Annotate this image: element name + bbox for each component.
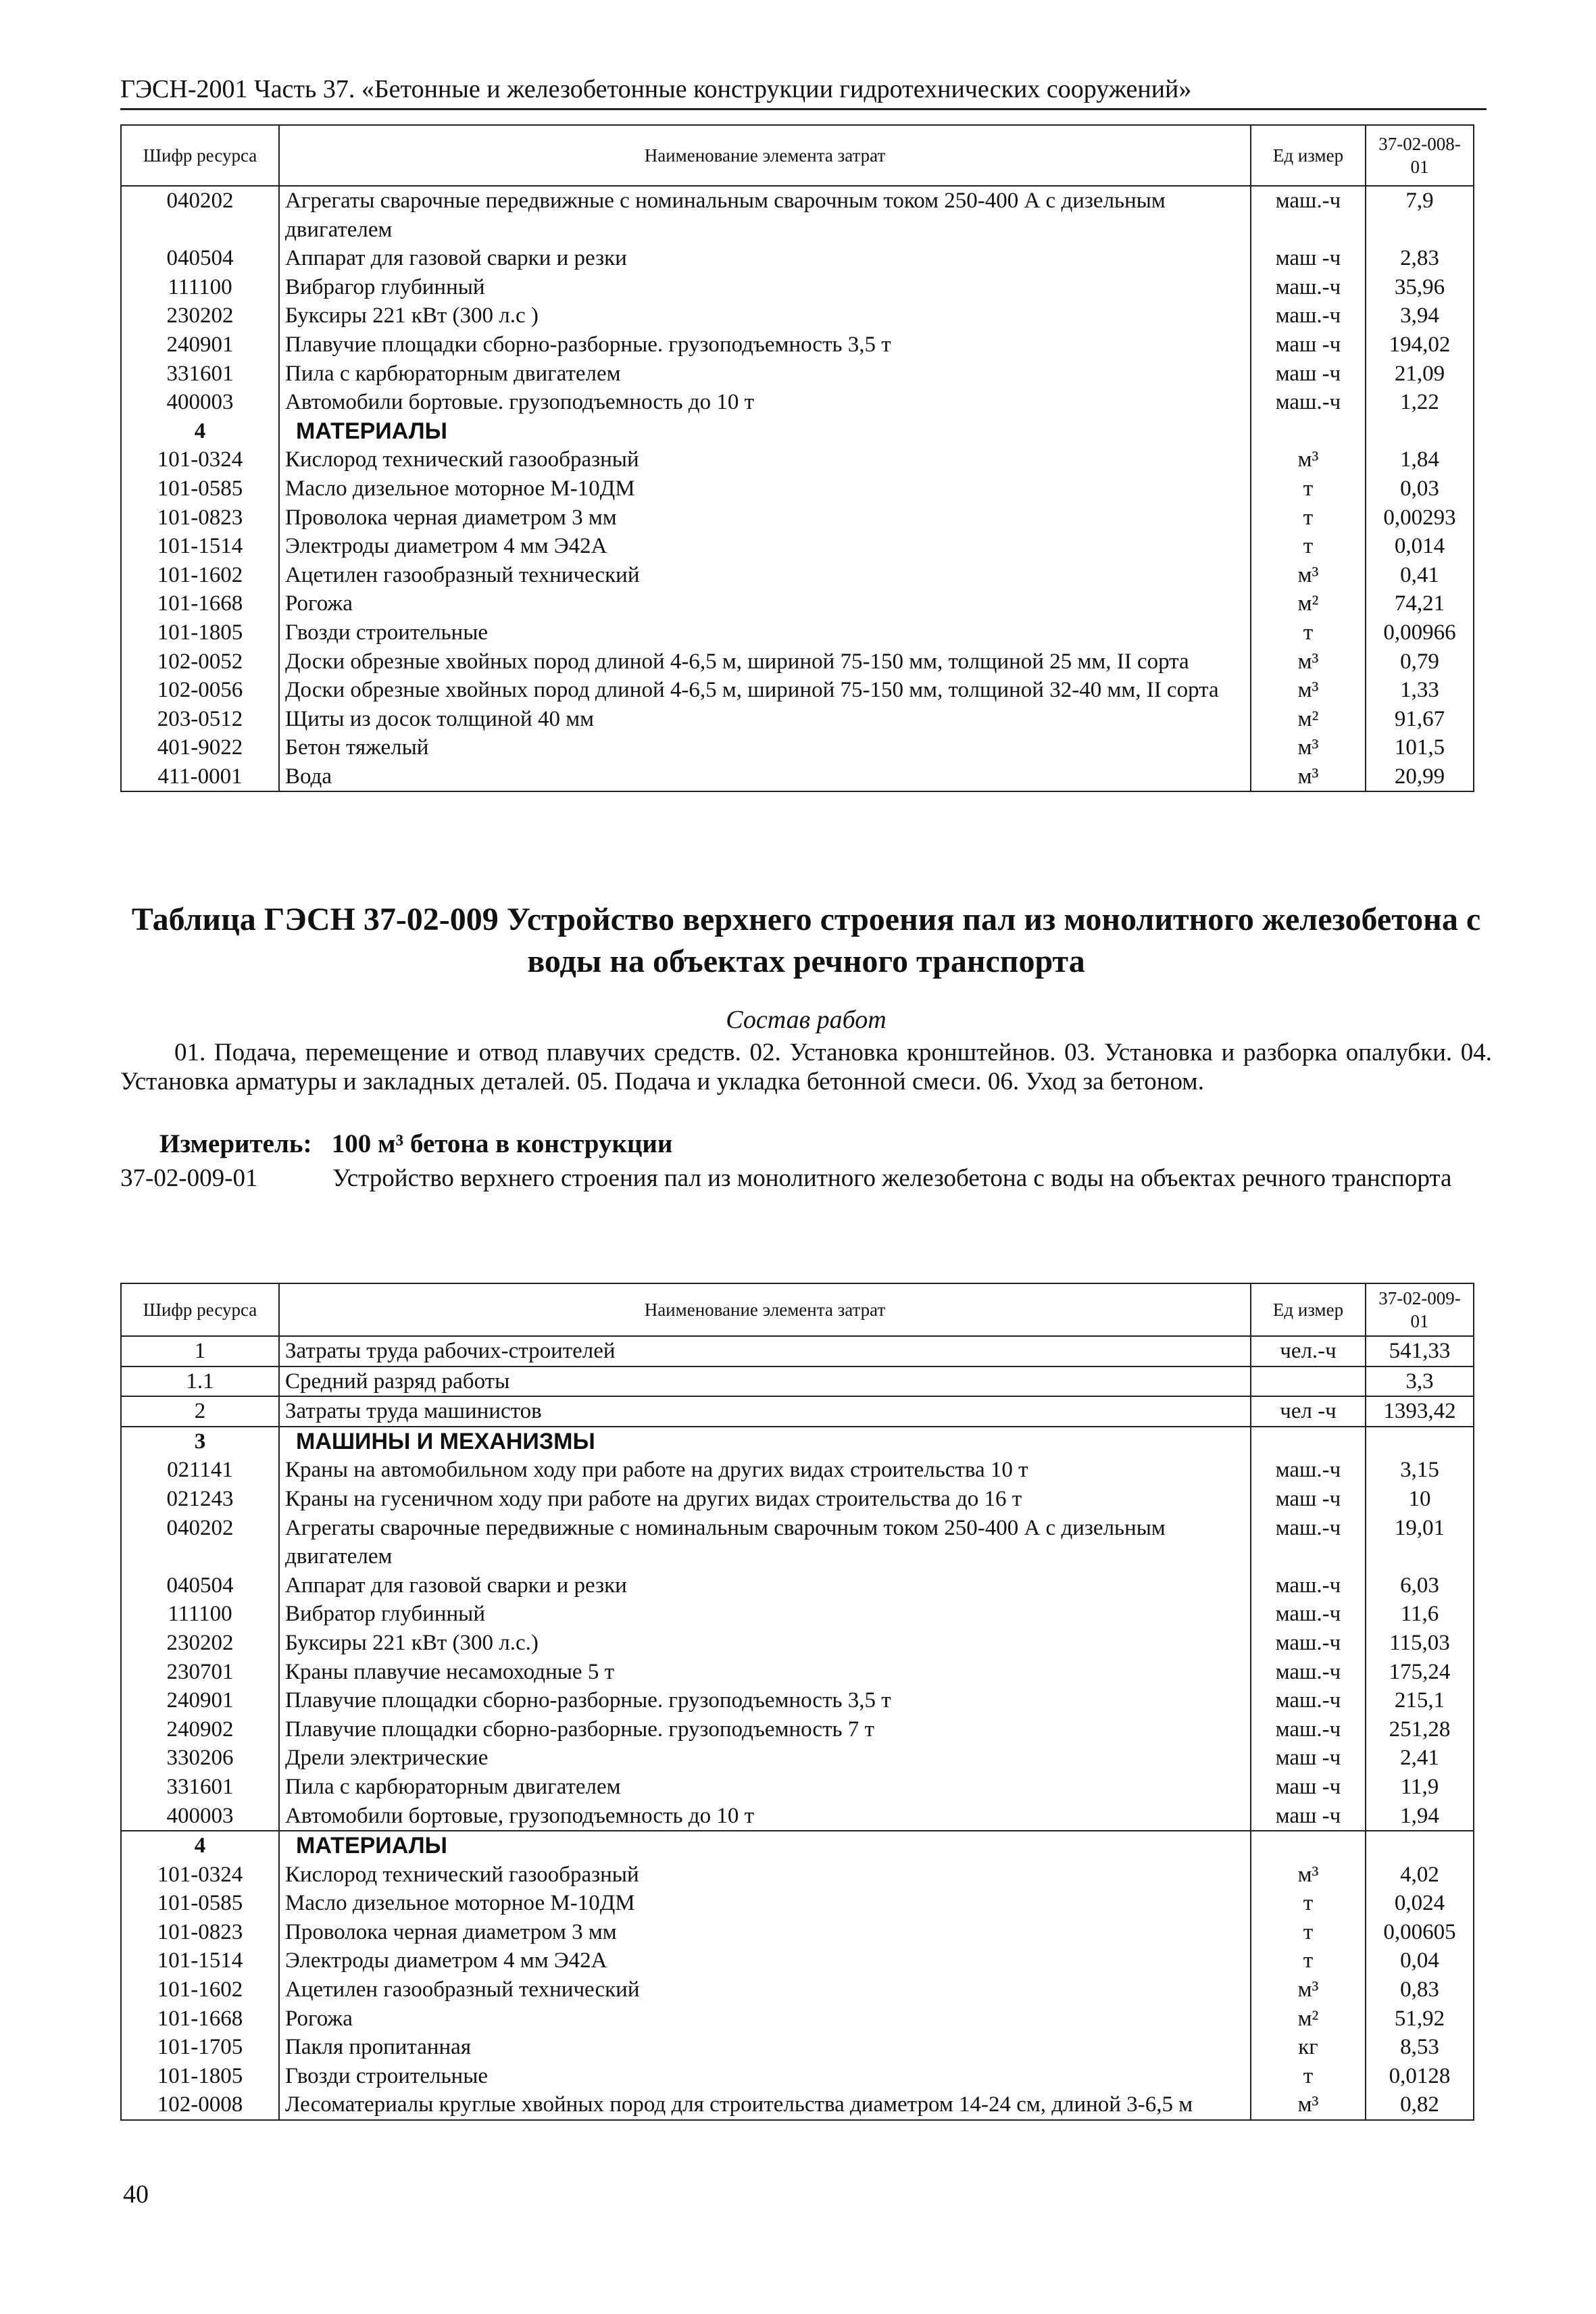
table-row	[121, 1773, 1474, 1802]
unit-cell: м²	[1251, 2004, 1366, 2034]
unit-cell: маш.-ч	[1251, 1629, 1366, 1658]
unit-cell: т	[1251, 503, 1366, 533]
norm-value-cell: 215,1	[1366, 1686, 1474, 1715]
cost-element-cell: Затраты труда машинистов	[279, 1396, 1251, 1427]
table-row	[121, 2090, 1474, 2120]
header-norm-code: 37-02-009-01	[1366, 1283, 1474, 1336]
resource-code-cell: 2	[121, 1396, 279, 1427]
resource-code-cell: 1.1	[121, 1367, 279, 1397]
header-resource-code: Шифр ресурса	[121, 1283, 279, 1336]
norm-value-cell: 74,21	[1366, 589, 1474, 618]
unit-cell: т	[1251, 2062, 1366, 2091]
norm-value-cell	[1366, 417, 1474, 446]
resource-code-cell: 331601	[121, 1773, 279, 1802]
norm-value-cell: 1,33	[1366, 676, 1474, 705]
unit-cell: м³	[1251, 733, 1366, 762]
cost-element-cell: Автомобили бортовые. грузоподъемность до 10 т	[279, 388, 1251, 417]
resource-code-cell: 330206	[121, 1744, 279, 1773]
table-row	[121, 647, 1474, 676]
work-composition-heading: Состав работ	[726, 1006, 887, 1034]
unit-cell: маш.-ч	[1251, 1715, 1366, 1744]
cost-element-cell: Затраты труда рабочих-строителей	[279, 1336, 1251, 1367]
unit-cell	[1251, 1831, 1366, 1861]
cost-element-cell: МАТЕРИАЛЫ	[279, 417, 1251, 446]
header-unit: Ед измер	[1251, 125, 1366, 186]
meter-value: 100 м³ бетона в конструкции	[331, 1129, 673, 1158]
norm-value-cell: 7,9	[1366, 186, 1474, 244]
cost-element-cell: Плавучие площадки сборно-разборные. грузоподъемность 7 т	[279, 1715, 1251, 1744]
resource-code-cell: 101-1514	[121, 532, 279, 561]
unit-cell	[1251, 417, 1366, 446]
norm-value-cell: 10	[1366, 1485, 1474, 1514]
norm-value-cell: 6,03	[1366, 1571, 1474, 1600]
norm-value-cell: 1,84	[1366, 445, 1474, 474]
resource-code-cell: 203-0512	[121, 705, 279, 734]
table-row	[121, 1946, 1474, 1975]
norm-value-cell: 251,28	[1366, 1715, 1474, 1744]
resource-code-cell: 401-9022	[121, 733, 279, 762]
norm-value-cell: 21,09	[1366, 360, 1474, 389]
resource-code-cell: 101-1805	[121, 2062, 279, 2091]
norm-value-cell: 0,00966	[1366, 618, 1474, 647]
norm-value-cell: 0,014	[1366, 532, 1474, 561]
table-row	[121, 1715, 1474, 1744]
unit-cell: м³	[1251, 561, 1366, 590]
header-norm-code: 37-02-008-01	[1366, 125, 1474, 186]
resource-code-cell: 331601	[121, 360, 279, 389]
header-unit: Ед измер	[1251, 1283, 1366, 1336]
norm-value-cell: 51,92	[1366, 2004, 1474, 2034]
cost-element-cell: Электроды диаметром 4 мм Э42А	[279, 532, 1251, 561]
unit-cell: маш.-ч	[1251, 1571, 1366, 1600]
cost-element-cell: Дрели электрические	[279, 1744, 1251, 1773]
unit-cell	[1251, 1427, 1366, 1456]
norm-value-cell: 0,024	[1366, 1889, 1474, 1918]
cost-element-cell: Проволока черная диаметром 3 мм	[279, 1918, 1251, 1947]
table-row	[121, 1658, 1474, 1687]
table-row	[121, 1975, 1474, 2004]
resource-code-cell: 3	[121, 1427, 279, 1456]
table-row	[121, 1600, 1474, 1629]
resource-code-cell: 040202	[121, 1514, 279, 1571]
resource-code-cell: 111100	[121, 1600, 279, 1629]
cost-element-cell: Плавучие площадки сборно-разборные. грузоподъемность 3,5 т	[279, 330, 1251, 360]
table-row	[121, 273, 1474, 302]
table-row	[121, 618, 1474, 647]
unit-cell	[1251, 1367, 1366, 1397]
table-row	[121, 1514, 1474, 1571]
unit-cell: м³	[1251, 445, 1366, 474]
cost-element-cell: Агрегаты сварочные передвижные с номинальным сварочным током 250-400 А с дизельным двигателем	[279, 186, 1251, 244]
table-row	[121, 1485, 1474, 1514]
page-number: 40	[123, 2180, 149, 2209]
table-row	[121, 762, 1474, 792]
cost-element-cell: Вибратор глубинный	[279, 1600, 1251, 1629]
cost-element-cell: Гвозди строительные	[279, 618, 1251, 647]
unit-cell: маш.-ч	[1251, 388, 1366, 417]
unit-cell: маш.-ч	[1251, 301, 1366, 330]
unit-cell: т	[1251, 1918, 1366, 1947]
cost-element-cell: Рогожа	[279, 589, 1251, 618]
cost-element-cell: Вибрагор глубинный	[279, 273, 1251, 302]
table-row	[121, 2062, 1474, 2091]
cost-element-cell: Проволока черная диаметром 3 мм	[279, 503, 1251, 533]
resource-code-cell: 101-1668	[121, 2004, 279, 2034]
table-header-row	[121, 1283, 1474, 1336]
unit-cell: м²	[1251, 589, 1366, 618]
resource-code-cell: 102-0056	[121, 676, 279, 705]
norm-value-cell: 175,24	[1366, 1658, 1474, 1687]
meter-label: Измеритель:	[159, 1129, 312, 1158]
resource-code-cell: 040504	[121, 244, 279, 273]
resource-code-cell: 230202	[121, 301, 279, 330]
cost-element-cell: Краны на автомобильном ходу при работе на других видах строительства 10 т	[279, 1456, 1251, 1485]
table-row	[121, 1396, 1474, 1427]
unit-cell: маш -ч	[1251, 1773, 1366, 1802]
resource-code-cell: 101-1514	[121, 1946, 279, 1975]
resource-code-cell: 111100	[121, 273, 279, 302]
table-row	[121, 330, 1474, 360]
norm-value-cell: 1393,42	[1366, 1396, 1474, 1427]
table-row	[121, 1802, 1474, 1831]
cost-element-cell: Доски обрезные хвойных пород длиной 4-6,5 м, шириной 75-150 мм, толщиной 25 мм, II сорта	[279, 647, 1251, 676]
table-row	[121, 244, 1474, 273]
norm-code: 37-02-009-01	[120, 1164, 258, 1192]
resource-code-cell: 021243	[121, 1485, 279, 1514]
norm-value-cell: 0,0128	[1366, 2062, 1474, 2091]
table-row	[121, 1629, 1474, 1658]
norm-value-cell: 20,99	[1366, 762, 1474, 792]
norm-value-cell: 35,96	[1366, 273, 1474, 302]
table-row	[121, 301, 1474, 330]
unit-cell: маш -ч	[1251, 1744, 1366, 1773]
resource-code-cell: 102-0052	[121, 647, 279, 676]
resource-code-cell: 240902	[121, 1715, 279, 1744]
cost-element-cell: Буксиры 221 кВт (300 л.с.)	[279, 1629, 1251, 1658]
resource-code-cell: 101-1668	[121, 589, 279, 618]
norm-value-cell: 0,41	[1366, 561, 1474, 590]
unit-cell: т	[1251, 1889, 1366, 1918]
cost-element-cell: Масло дизельное моторное М-10ДМ	[279, 474, 1251, 503]
norm-value-cell: 91,67	[1366, 705, 1474, 734]
cost-element-cell: Пила с карбюраторным двигателем	[279, 1773, 1251, 1802]
resource-table-008	[120, 124, 1474, 792]
unit-cell: маш -ч	[1251, 1485, 1366, 1514]
resource-code-cell: 101-0324	[121, 1861, 279, 1890]
meter-line	[159, 1129, 672, 1160]
norm-value-cell: 0,00605	[1366, 1918, 1474, 1947]
resource-table-009	[120, 1283, 1474, 2121]
unit-cell: кг	[1251, 2033, 1366, 2062]
table-row	[121, 360, 1474, 389]
unit-cell: м³	[1251, 762, 1366, 792]
resource-code-cell: 101-1805	[121, 618, 279, 647]
table-row	[121, 388, 1474, 417]
unit-cell: т	[1251, 1946, 1366, 1975]
header-cost-element: Наименование элемента затрат	[279, 125, 1251, 186]
norm-value-cell: 2,41	[1366, 1744, 1474, 1773]
norm-value-cell: 0,82	[1366, 2090, 1474, 2120]
cost-element-cell: Агрегаты сварочные передвижные с номинальным сварочным током 250-400 А с дизельным двигателем	[279, 1514, 1251, 1571]
norm-value-cell: 19,01	[1366, 1514, 1474, 1571]
running-header: ГЭСН-2001 Часть 37. «Бетонные и железобетонные конструкции гидротехнических сооружений»	[120, 73, 1487, 110]
work-composition-text: 01. Подача, перемещение и отвод плавучих средств. 02. Установка кронштейнов. 03. Установка и разборка опалубки. 04. Установка арматуры и закладных деталей. 05. Подача и укладка бетонной смеси. 06. Уход за бетоном.	[120, 1039, 1492, 1096]
table-row	[121, 1918, 1474, 1947]
unit-cell: м³	[1251, 2090, 1366, 2120]
resource-code-cell: 101-0823	[121, 503, 279, 533]
resource-code-cell: 101-0585	[121, 474, 279, 503]
cost-element-cell: Электроды диаметром 4 мм Э42А	[279, 1946, 1251, 1975]
resource-code-cell: 101-1705	[121, 2033, 279, 2062]
cost-element-cell: Плавучие площадки сборно-разборные. грузоподъемность 3,5 т	[279, 1686, 1251, 1715]
cost-element-cell: Краны на гусеничном ходу при работе на других видах строительства до 16 т	[279, 1485, 1251, 1514]
unit-cell: маш.-ч	[1251, 1456, 1366, 1485]
unit-cell: т	[1251, 618, 1366, 647]
norm-value-cell: 0,00293	[1366, 503, 1474, 533]
norm-value-cell: 3,15	[1366, 1456, 1474, 1485]
unit-cell: маш -ч	[1251, 1802, 1366, 1831]
resource-code-cell: 240901	[121, 1686, 279, 1715]
unit-cell: маш.-ч	[1251, 1686, 1366, 1715]
cost-element-cell: Гвозди строительные	[279, 2062, 1251, 2091]
unit-cell: маш.-ч	[1251, 273, 1366, 302]
resource-code-cell: 240901	[121, 330, 279, 360]
unit-cell: чел.-ч	[1251, 1336, 1366, 1367]
table-row	[121, 1889, 1474, 1918]
table-row	[121, 186, 1474, 244]
table-row	[121, 503, 1474, 533]
cost-element-cell: Бетон тяжелый	[279, 733, 1251, 762]
unit-cell: маш.-ч	[1251, 186, 1366, 244]
table-row	[121, 1456, 1474, 1485]
cost-element-cell: Вода	[279, 762, 1251, 792]
table-row	[121, 1861, 1474, 1890]
unit-cell: маш.-ч	[1251, 1600, 1366, 1629]
norm-value-cell: 0,03	[1366, 474, 1474, 503]
resource-code-cell: 101-0823	[121, 1918, 279, 1947]
table-row	[121, 1744, 1474, 1773]
norm-value-cell: 11,9	[1366, 1773, 1474, 1802]
resource-code-cell: 400003	[121, 388, 279, 417]
unit-cell: м³	[1251, 647, 1366, 676]
norm-description: Устройство верхнего строения пал из монолитного железобетона с воды на объектах речного транспорта	[332, 1164, 1452, 1192]
cost-element-cell: Ацетилен газообразный технический	[279, 561, 1251, 590]
table-row	[121, 2033, 1474, 2062]
table-row	[121, 676, 1474, 705]
section-row	[121, 417, 1474, 446]
resource-code-cell: 230701	[121, 1658, 279, 1687]
resource-code-cell: 021141	[121, 1456, 279, 1485]
resource-code-cell: 101-0324	[121, 445, 279, 474]
norm-value-cell: 11,6	[1366, 1600, 1474, 1629]
resource-code-cell: 101-0585	[121, 1889, 279, 1918]
norm-value-cell: 8,53	[1366, 2033, 1474, 2062]
resource-code-cell: 4	[121, 417, 279, 446]
cost-element-cell: Буксиры 221 кВт (300 л.с )	[279, 301, 1251, 330]
resource-code-cell: 040504	[121, 1571, 279, 1600]
table-row	[121, 1571, 1474, 1600]
table-row	[121, 445, 1474, 474]
cost-element-cell: Щиты из досок толщиной 40 мм	[279, 705, 1251, 734]
cost-element-cell: Ацетилен газообразный технический	[279, 1975, 1251, 2004]
cost-element-cell: Краны плавучие несамоходные 5 т	[279, 1658, 1251, 1687]
resource-code-cell: 400003	[121, 1802, 279, 1831]
cost-element-cell: Масло дизельное моторное М-10ДМ	[279, 1889, 1251, 1918]
cost-element-cell: Кислород технический газообразный	[279, 445, 1251, 474]
unit-cell: м³	[1251, 1861, 1366, 1890]
cost-element-cell: Пила с карбюраторным двигателем	[279, 360, 1251, 389]
norm-value-cell	[1366, 1831, 1474, 1861]
unit-cell: м³	[1251, 676, 1366, 705]
unit-cell: чел -ч	[1251, 1396, 1366, 1427]
table-row	[121, 1336, 1474, 1367]
table-row	[121, 1686, 1474, 1715]
cost-element-cell: МАТЕРИАЛЫ	[279, 1831, 1251, 1861]
norm-value-cell: 194,02	[1366, 330, 1474, 360]
resource-code-cell: 102-0008	[121, 2090, 279, 2120]
cost-element-cell: Лесоматериалы круглые хвойных пород для строительства диаметром 14-24 см, длиной 3-6,5 м	[279, 2090, 1251, 2120]
table-row	[121, 1367, 1474, 1397]
cost-element-cell: Кислород технический газообразный	[279, 1861, 1251, 1890]
table-row	[121, 561, 1474, 590]
unit-cell: т	[1251, 474, 1366, 503]
norm-value-cell: 1,22	[1366, 388, 1474, 417]
resource-code-cell: 101-1602	[121, 561, 279, 590]
table-row	[121, 733, 1474, 762]
norm-value-cell: 4,02	[1366, 1861, 1474, 1890]
cost-element-cell: Пакля пропитанная	[279, 2033, 1251, 2062]
header-resource-code: Шифр ресурса	[121, 125, 279, 186]
table-title: Таблица ГЭСН 37-02-009 Устройство верхнего строения пал из монолитного железобетона с воды на объектах речного транспорта	[131, 902, 1481, 979]
resource-code-cell: 230202	[121, 1629, 279, 1658]
unit-cell: т	[1251, 532, 1366, 561]
unit-cell: маш -ч	[1251, 330, 1366, 360]
norm-value-cell: 0,83	[1366, 1975, 1474, 2004]
cost-element-cell: Средний разряд работы	[279, 1367, 1251, 1397]
unit-cell: маш -ч	[1251, 360, 1366, 389]
norm-value-cell: 2,83	[1366, 244, 1474, 273]
table-header-row	[121, 125, 1474, 186]
unit-cell: маш -ч	[1251, 244, 1366, 273]
norm-value-cell	[1366, 1427, 1474, 1456]
cost-element-cell: МАШИНЫ И МЕХАНИЗМЫ	[279, 1427, 1251, 1456]
section-row	[121, 1427, 1474, 1456]
table-row	[121, 474, 1474, 503]
resource-code-cell: 411-0001	[121, 762, 279, 792]
cost-element-cell: Рогожа	[279, 2004, 1251, 2034]
cost-element-cell: Аппарат для газовой сварки и резки	[279, 244, 1251, 273]
header-cost-element: Наименование элемента затрат	[279, 1283, 1251, 1336]
resource-code-cell: 1	[121, 1336, 279, 1367]
unit-cell: м²	[1251, 705, 1366, 734]
table-row	[121, 2004, 1474, 2034]
norm-value-cell: 541,33	[1366, 1336, 1474, 1367]
cost-element-cell: Автомобили бортовые, грузоподъемность до 10 т	[279, 1802, 1251, 1831]
cost-element-cell: Аппарат для газовой сварки и резки	[279, 1571, 1251, 1600]
unit-cell: маш.-ч	[1251, 1658, 1366, 1687]
norm-value-cell: 0,04	[1366, 1946, 1474, 1975]
norm-value-cell: 3,94	[1366, 301, 1474, 330]
cost-element-cell: Доски обрезные хвойных пород длиной 4-6,5 м, шириной 75-150 мм, толщиной 32-40 мм, II сорта	[279, 676, 1251, 705]
resource-code-cell: 4	[121, 1831, 279, 1861]
resource-code-cell: 040202	[121, 186, 279, 244]
table-row	[121, 532, 1474, 561]
norm-value-cell: 1,94	[1366, 1802, 1474, 1831]
unit-cell: м³	[1251, 1975, 1366, 2004]
norm-value-cell: 3,3	[1366, 1367, 1474, 1397]
table-row	[121, 705, 1474, 734]
norm-value-cell: 0,79	[1366, 647, 1474, 676]
unit-cell: маш.-ч	[1251, 1514, 1366, 1571]
section-row	[121, 1831, 1474, 1861]
resource-code-cell: 101-1602	[121, 1975, 279, 2004]
norm-value-cell: 115,03	[1366, 1629, 1474, 1658]
norm-value-cell: 101,5	[1366, 733, 1474, 762]
table-row	[121, 589, 1474, 618]
